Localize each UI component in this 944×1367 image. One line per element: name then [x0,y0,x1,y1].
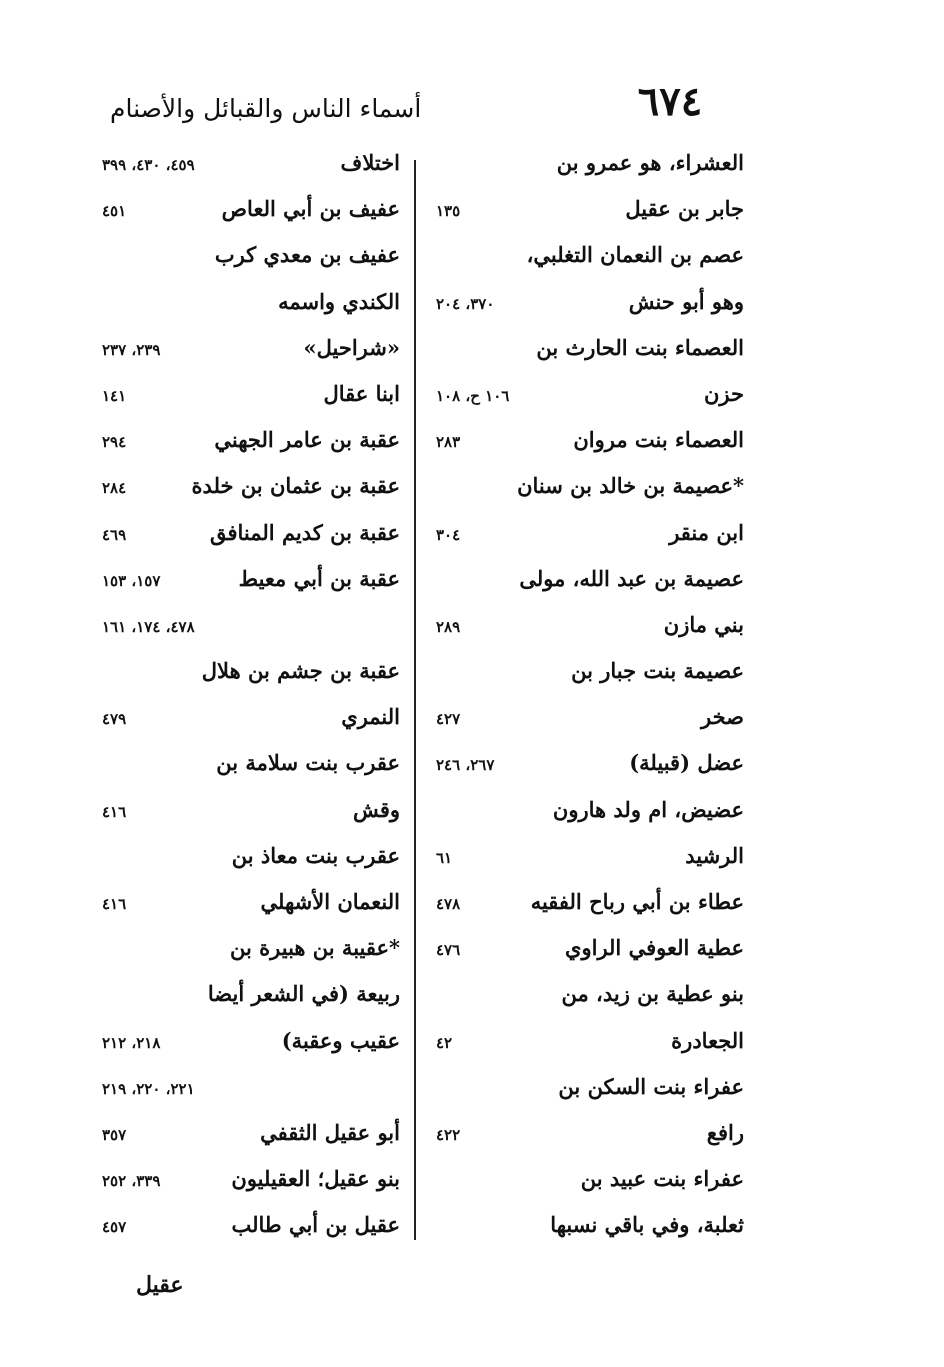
entry-page-refs: ٢٨٩ [436,617,461,636]
index-entry [96,377,406,423]
index-entry [430,885,750,931]
index-entry [96,931,406,977]
entry-page-refs: ٤٦٩ [102,525,127,544]
index-entry [96,793,406,839]
entry-name: عقيل بن أبي طالب [231,1212,400,1238]
entry-name: ربيعة (في الشعر أيضا [207,981,400,1007]
entry-name: رافع [706,1119,744,1145]
entry-name: *عقيبة بن هبيرة بن [230,935,400,961]
entry-page-refs: ٤٧٨، ١٧٤، ١٦١ [102,617,195,636]
index-entry [430,1162,750,1208]
entry-name: عفراء بنت السكن بن [558,1073,744,1099]
entry-name: عفراء بنت عبيد بن [580,1166,744,1192]
index-entry [430,977,750,1023]
index-entry [96,885,406,931]
entry-name: عقبة بن جشم بن هلال [201,658,400,684]
entry-name: العشراء، هو عمرو بن [556,150,744,175]
entry-name: صخر [701,704,744,730]
entry-name: النمري [341,704,400,730]
entry-page-refs: ١٠٦ ح، ١٠٨ [436,386,510,405]
entry-name: بني مازن [663,611,744,637]
entry-name: بنو عطية بن زيد، من [561,981,744,1007]
index-entry [96,331,406,377]
index-entry [430,654,750,700]
index-entry [96,654,406,700]
entry-name: وقش [353,796,400,822]
index-entry [430,192,750,238]
entry-page-refs: ٤٢٢ [436,1125,461,1144]
index-entry [430,608,750,654]
entry-page-refs: ١٤١ [102,386,127,405]
entry-page-refs: ٤٧٩ [102,710,127,729]
entry-name: عضيض، ام ولد هارون [552,796,744,822]
index-entry [96,1162,406,1208]
index-entry [430,839,750,885]
entry-page-refs: ٤٥٧ [102,1218,127,1237]
entry-name: الجعادرة [671,1027,744,1053]
index-entry [96,516,406,562]
entry-name: العصماء بنت مروان [573,427,744,453]
entry-name: بنو عقيل؛ العقيليون [231,1166,400,1192]
entry-name: عقبة بن عامر الجهني [214,427,400,453]
right-column [430,146,750,1255]
index-entry [96,562,406,608]
entry-name: حزن [704,380,744,406]
index-entry [430,793,750,839]
entry-name: ثعلبة، وفي باقي نسبها [550,1212,744,1238]
entry-name: عصم بن النعمان التغلبي، [526,242,744,268]
catchword: عقيل [136,1272,184,1298]
entry-name: جابر بن عقيل [625,196,744,222]
entry-name: الكندي واسمه [278,288,400,314]
entry-name: الرشيد [685,842,744,868]
entry-page-refs: ٦١ [436,848,453,867]
index-entry [430,331,750,377]
index-entry [430,285,750,331]
index-entry [96,839,406,885]
entry-page-refs: ٤٧٨ [436,895,461,913]
page-number: ٦٧٤ [637,78,703,125]
index-entry [96,746,406,792]
entry-page-refs: ٢٩٤ [102,433,127,452]
index-entry [430,562,750,608]
entry-name: عقرب بنت معاذ بن [231,842,400,868]
entry-page-refs: ٤١٦ [102,895,127,913]
entry-name: عقبة بن عثمان بن خلدة [191,473,400,499]
entry-name: عقبة بن كديم المنافق [209,519,400,545]
entry-page-refs: ٢٨٤ [102,479,127,498]
index-entry [96,1208,406,1254]
entry-page-refs: ٢١٨، ٢١٢ [102,1033,161,1052]
entry-name: النعمان الأشهلي [260,889,400,914]
index-entry [430,1116,750,1162]
entry-name: عفيف بن معدي كرب [214,242,400,268]
index-entry [96,238,406,284]
running-title: أسماء الناس والقبائل والأصنام [110,94,422,123]
entry-name: اختلاف [340,150,400,175]
entry-page-refs: ٢٣٩، ٢٣٧ [102,340,161,359]
entry-name: عطاء بن أبي رباح الفقيه [530,889,744,914]
entry-name: أبو عقيل الثقفي [260,1119,400,1145]
index-entry [430,377,750,423]
entry-page-refs: ٢٨٣ [436,433,461,452]
entry-name: عطية العوفي الراوي [565,935,744,961]
index-entry [430,423,750,469]
index-entry [96,608,406,654]
index-entry [430,700,750,746]
entry-name: عقبة بن أبي معيط [238,565,400,591]
index-entry [430,516,750,562]
entry-page-refs: ٢٢١، ٢٢٠، ٢١٩ [102,1079,195,1098]
entry-name: عصيمة بن عبد الله، مولى [519,565,744,591]
column-divider [414,160,416,1240]
index-entry [430,1024,750,1070]
entry-name: عقرب بنت سلامة بن [216,750,400,776]
index-entry [96,423,406,469]
entry-page-refs: ٤٢٧ [436,710,461,729]
index-entry [430,146,750,192]
index-entry [430,746,750,792]
entry-page-refs: ١٣٥ [436,202,461,221]
entry-name: عصيمة بنت جبار بن [571,658,744,684]
left-column [96,146,406,1255]
entry-name: عفيف بن أبي العاص [221,196,400,222]
entry-page-refs: ٤١٦ [102,802,127,821]
entry-page-refs: ٢٦٧، ٢٤٦ [436,756,495,775]
index-entry [430,1070,750,1116]
index-entry [96,1024,406,1070]
entry-name: *عصيمة بن خالد بن سنان [517,473,744,499]
index-entry [430,931,750,977]
entry-page-refs: ٤٧٦ [436,941,461,960]
entry-name: ابن منقر [669,519,744,545]
entry-page-refs: ٤٥٩، ٤٣٠، ٣٩٩ [102,156,195,174]
index-entry [96,285,406,331]
index-entry [96,1116,406,1162]
index-entry [96,146,406,192]
entry-page-refs: ٤٢ [436,1033,453,1052]
index-entry [96,977,406,1023]
index-entry [430,1208,750,1254]
entry-page-refs: ٤٥١ [102,202,127,221]
entry-page-refs: ٣٧٠، ٢٠٤ [436,294,495,313]
index-entry [430,469,750,515]
index-entry [430,238,750,284]
entry-name: وهو أبو حنش [628,288,744,314]
entry-page-refs: ٣٥٧ [102,1125,127,1144]
entry-page-refs: ٣٣٩، ٢٥٢ [102,1172,161,1191]
index-entry [96,192,406,238]
entry-name: عضل (قبيلة) [629,750,744,776]
entry-name: ابنا عقال [323,380,400,406]
index-entry [96,1070,406,1116]
index-entry [96,700,406,746]
entry-name: عقيب وعقبة) [281,1027,400,1053]
entry-name: العصماء بنت الحارث بن [536,334,744,360]
entry-name: «شراحيل» [303,334,400,360]
entry-page-refs: ٣٠٤ [436,525,461,544]
index-entry [96,469,406,515]
entry-page-refs: ١٥٧، ١٥٣ [102,571,161,590]
